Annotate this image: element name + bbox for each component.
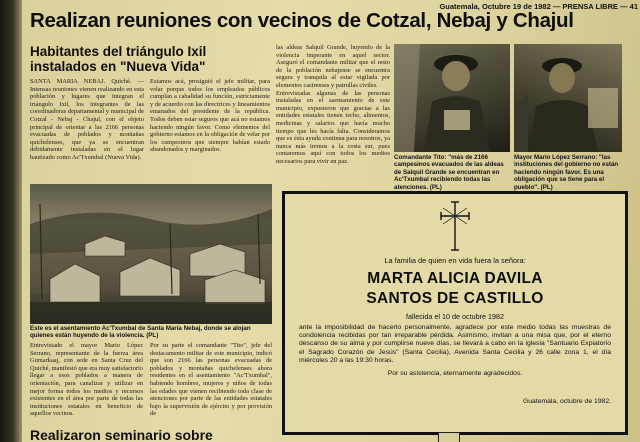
- article-column-1: SANTA MARIA NEBAJ. Quiché. — Intensas reuniones vienen realizando en esta población y lugares que integran el triángulo Ixil, los integrantes de las coordinadoras departamental y municipal de Cotzal - Nebaj - Chajul, con el objeto principal de orientar a las 2166 personas evacuadas de poblados y montañas quichelenses, que ya se encuentran debidamente instaladas en el lugar bautizado como Ac'Txumbal (Nueva Vida).: [30, 78, 144, 161]
- article-column-3: las aldeas Salquil Grande, huyendo de la violencia imperante en aquel sector. Aseguró el comandante militar que el resto de la población nebajense se encuentra segura y tranquila al estar vigilada por elementos castrenses y patrullas civiles. Entrevistadas algunas de las personas instaladas en el asentamiento de este municipio, expusieron que gracias a las entidades estatales tienen techo, alimentos, medicinas y salarios que hacía mucho tiempo que les hacía falta. Consideramos que es ésta ayuda continua para nosotros, ya nunca más iremos a la costa sur, pues contaremos aquí con todos los medios necesarios para vivir en paz.: [276, 44, 390, 165]
- next-article-headline: Realizaron seminario sobre: [30, 427, 213, 442]
- article-column-2: Estamos acá, prosiguió el jefe militar, para velar porque todos los empleados públicos cumplan a cabalidad su función, estrictamente y de acuerdo con las directrices y lineamientos emanados del presidente de la república. Todos deben estar seguros que acá no estamos haciendo ningún favor. Como elementos del gobierno estamos en la obligación de velar por los campesinos que siempre habían estado abandonados y marginados.: [150, 78, 270, 154]
- mayor-lopez-caption: Mayor Mario López Serrano: "las instituciones del gobierno no están haciendo ningún favor. Es una obligación que se tiene para el pueblo". (PL): [514, 154, 619, 191]
- notice-closing: Por su asistencia, eternamente agradecidos.: [387, 370, 523, 377]
- page-binding-shadow: [0, 0, 22, 442]
- settlement-photo: [30, 184, 272, 324]
- notice-intro: La familia de quien en vida fuera la señora:: [384, 256, 526, 265]
- headline: Realizan reuniones con vecinos de Cotzal, Nebaj y Chajul: [30, 9, 574, 32]
- cross-icon: [435, 200, 475, 252]
- masthead-dateline: Guatemala, Octubre 19 de 1982 — PRENSA LIBRE — 41: [439, 2, 638, 11]
- subheadline: Habitantes del triángulo Ixil instalados en "Nueva Vida": [30, 44, 207, 74]
- notice-place-date: Guatemala, octubre de 1982.: [522, 398, 611, 405]
- comandante-tito-photo: [394, 44, 510, 152]
- next-notice-fragment: [438, 432, 460, 442]
- notice-body: ante la imposibilidad de hacerlo personalmente, agradece por este medio todas las muestras de condolencia recibidas por tan irreparable pérdida. Asimismo, invitan a una misa que, por el eterno descanso de su alma y por cumplirse nueve días, se llevará a cabo en la iglesia "Santuario Expiatorio el Sagrado Corazón de Jesús" (Santa Cecilia), Avenida Santa Cecilia y 26 calle zona 1, el día miércoles 20 a las 19:30 horas.: [299, 324, 611, 364]
- settlement-photo-caption: Este es el asentamiento Ac'Txumbal de Santa María Nebaj, donde se alojan quienes están huyendo de la violencia. (PL): [30, 325, 251, 340]
- article-column-4: Entrevistado el mayor Mario López Serrano, representante de la fuerza área Gumarkaaj, con sede en Santa Cruz del Quiché, manifestó que era muy satisfactorio llegar a esos poblados a manera de orientación, para canalizar y utilizar en mejor forma todos los medios y recursos existentes en el área por parte de todas las instituciones estatales en beneficio de aquellos vecinos.: [30, 342, 143, 418]
- settlement-photo-image: [30, 184, 272, 324]
- comandante-tito-caption: Comandante Tito: "más de 2166 campesinos evacuados de las aldeas de Salquil Grande se encuentran en Ac'Txumbal recibiendo todas las atenciones. (PL): [394, 154, 504, 191]
- deceased-name-line-2: SANTOS DE CASTILLO: [366, 290, 544, 307]
- funeral-notice: [282, 191, 628, 435]
- mayor-lopez-photo: [514, 44, 622, 152]
- comandante-tito-image: [394, 44, 510, 152]
- notice-date: fallecida el 10 de octubre 1982: [406, 312, 504, 321]
- article-column-5: Por su parte el comandante "Tito", jefe del destacamento militar de este municipio, indicó que son 2166 las personas evacuadas de poblados y montañas quichelenses ahora residentes en el asentamiento "Ac'Txumbal", habiendo hombres, mujeres y niños de todas las edades que vienen recibiendo toda clase de atenciones por parte de las entidades estatales bajo la supervisión de ejército y por provisión de: [150, 342, 272, 418]
- mayor-lopez-image: [514, 44, 622, 152]
- deceased-name-line-1: MARTA ALICIA DAVILA: [367, 270, 543, 287]
